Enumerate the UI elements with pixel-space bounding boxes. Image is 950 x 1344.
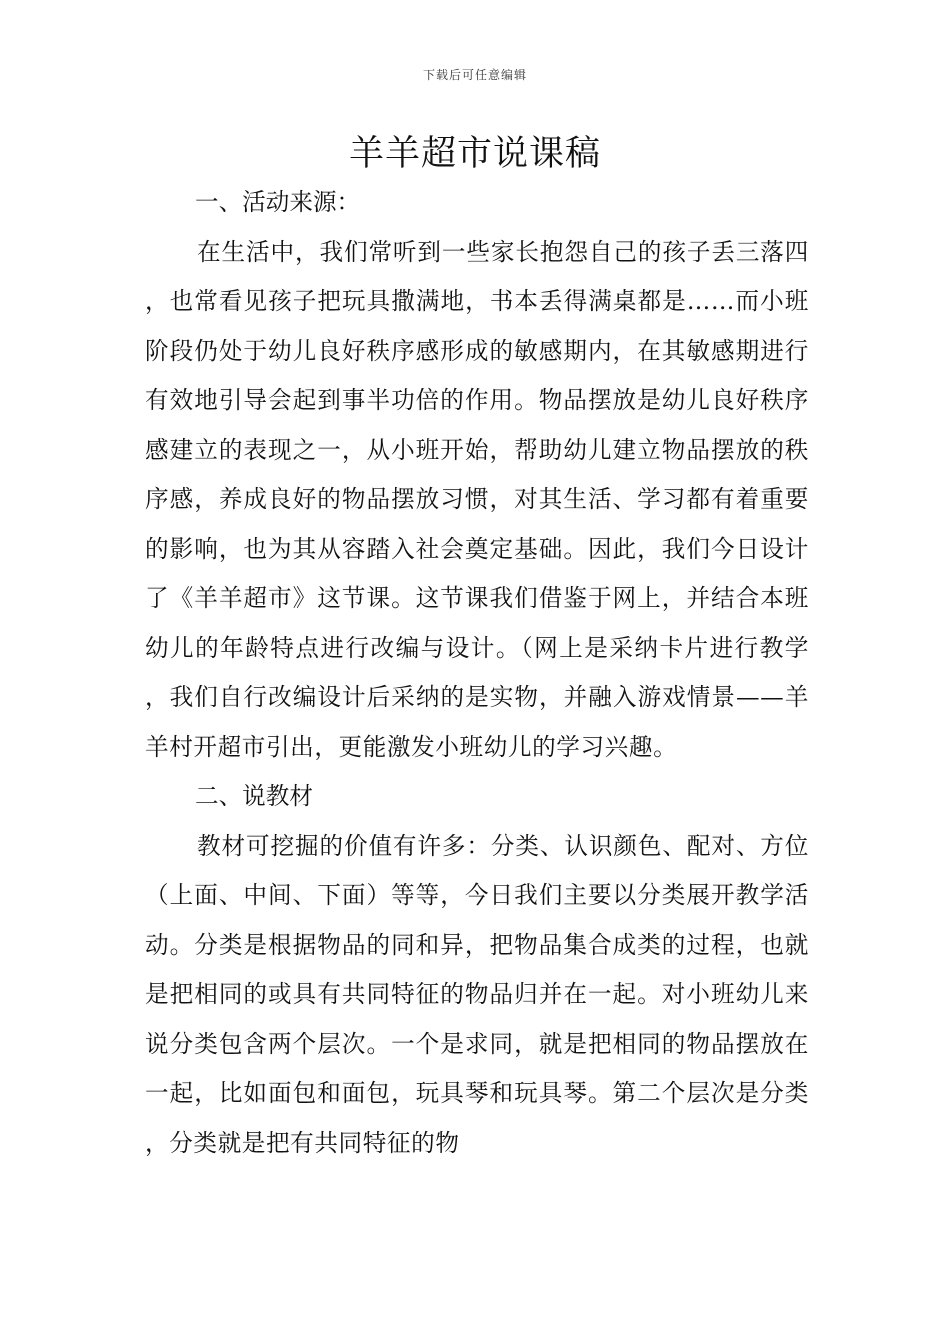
section-heading-teaching-material: 二、说教材 <box>195 782 313 810</box>
document-body <box>145 178 809 1168</box>
paragraph-activity-source: 在生活中，我们常听到一些家长抱怨自己的孩子丢三落四，也常看见孩子把玩具撒满地，书本丢得满桌都是……而小班阶段仍处于幼儿良好秩序感形成的敏感期内，在其敏感期进行有效地引导会起到事半功倍的作用。物品摆放是幼儿良好秩序感建立的表现之一，从小班开始，帮助幼儿建立物品摆放的秩序感，养成良好的物品摆放习惯，对其生活、学习都有着重要的影响，也为其从容踏入社会奠定基础。因此，我们今日设计了《羊羊超市》这节课。这节课我们借鉴于网上，并结合本班幼儿的年龄特点进行改编与设计。（网上是采纳卡片进行教学，我们自行改编设计后采纳的是实物，并融入游戏情景——羊羊村开超市引出，更能激发小班幼儿的学习兴趣。 <box>145 237 809 761</box>
section-heading-activity-source: 一、活动来源： <box>195 188 361 216</box>
header-note: 下载后可任意编辑 <box>422 68 527 82</box>
document-title: 羊羊超市说课稿 <box>348 134 601 174</box>
paragraph-teaching-material: 教材可挖掘的价值有许多：分类、认识颜色、配对、方位（上面、中间、下面）等等，今日我们主要以分类展开教学活动。分类是根据物品的同和异，把物品集合成类的过程，也就是把相同的或具有共同特征的物品归并在一起。对小班幼儿来说分类包含两个层次。一个是求同，就是把相同的物品摆放在一起，比如面包和面包，玩具琴和玩具琴。第二个层次是分类，分类就是把有共同特征的物 <box>145 831 809 1157</box>
